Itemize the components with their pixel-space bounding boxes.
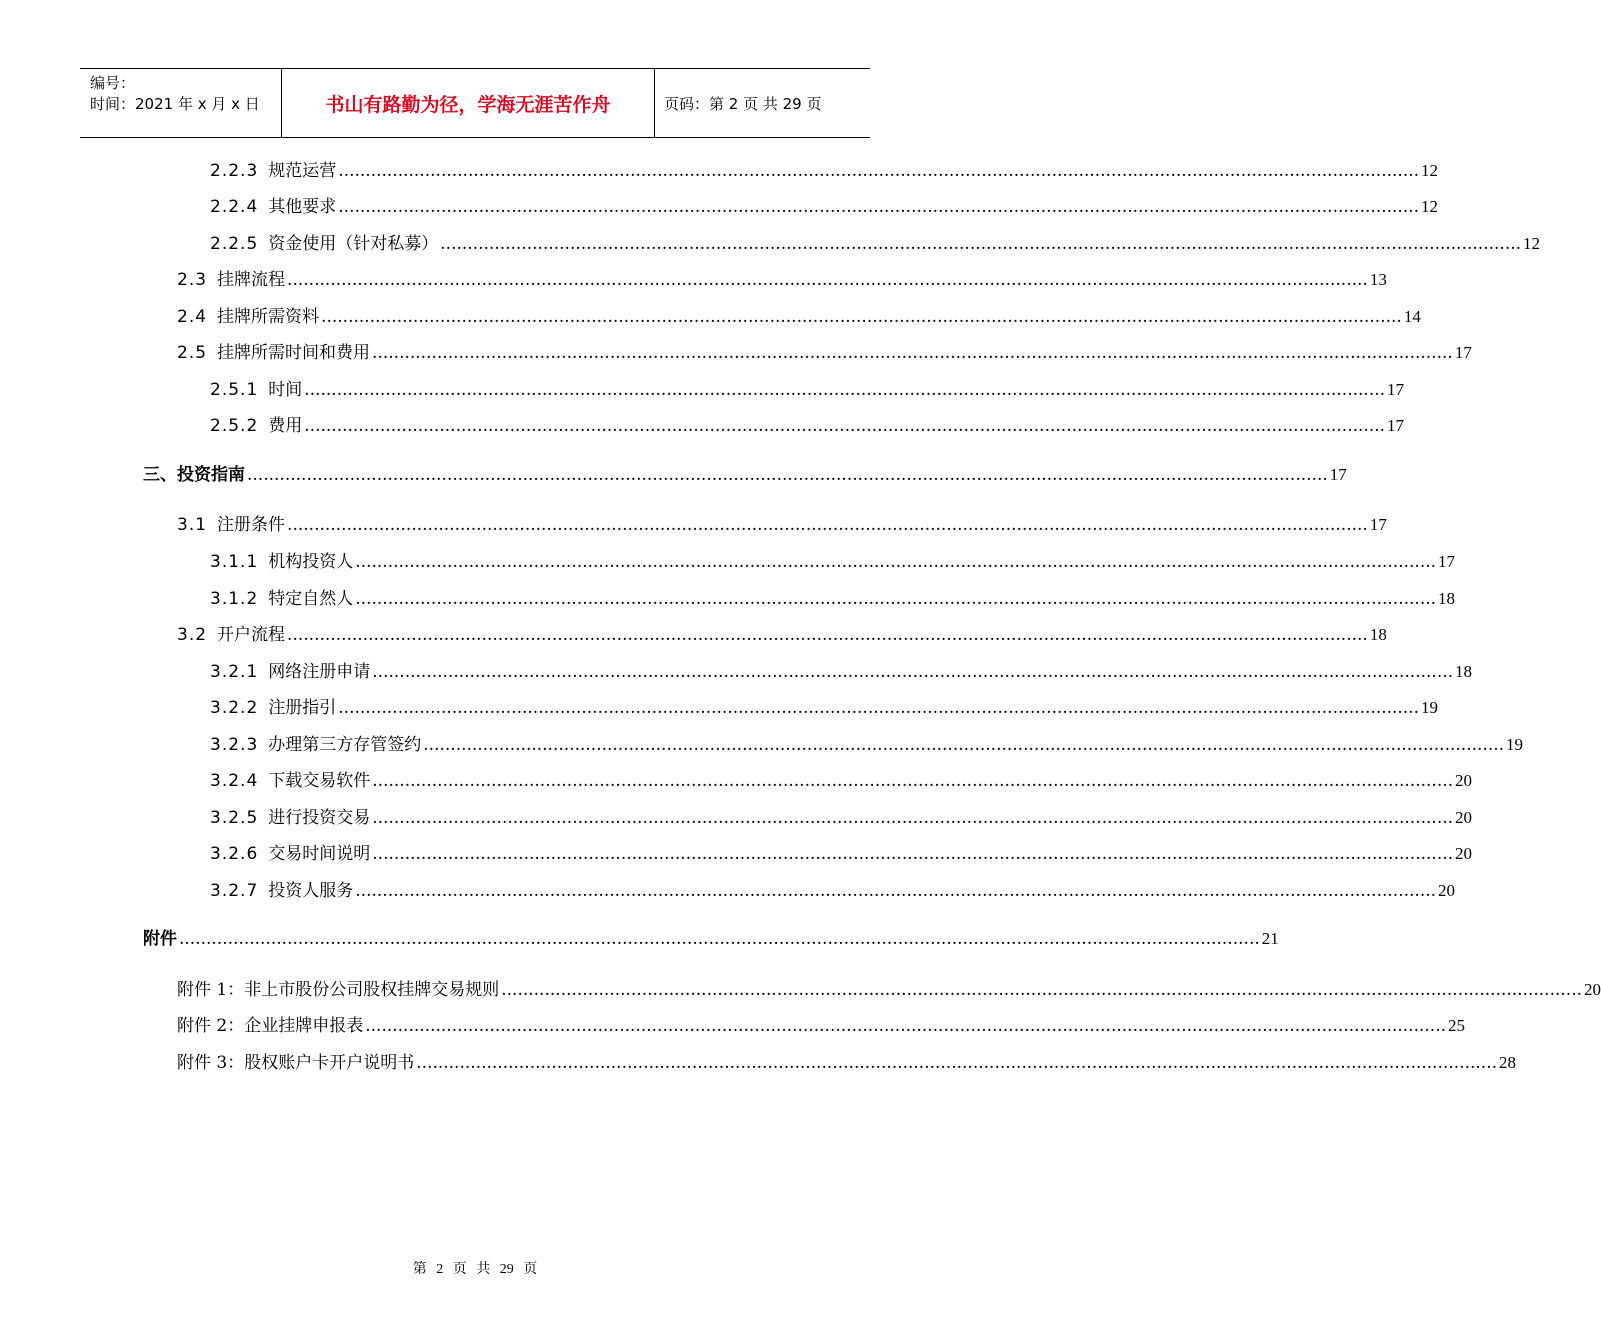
toc-entry-title: 附件 1：非上市股份公司股权挂牌交易规则 bbox=[177, 980, 500, 1000]
toc-entry-number: 2.5 bbox=[177, 343, 208, 363]
toc-entry-number: 3.2.2 bbox=[210, 698, 259, 718]
toc-entry-number: 3.2.5 bbox=[210, 808, 259, 828]
toc-entry-number: 3.2.7 bbox=[210, 881, 259, 901]
toc-leader-dots: ........................................................................................................................................................................................................ bbox=[338, 698, 1420, 718]
toc-entry-number: 2.4 bbox=[177, 307, 208, 327]
toc-entry[interactable] bbox=[177, 341, 1472, 365]
toc-entry-page: 12 bbox=[1421, 197, 1439, 216]
toc-entry-page: 20 bbox=[1455, 808, 1473, 827]
toc-leader-dots: ........................................................................................................................................................................................................ bbox=[304, 416, 1386, 436]
header-time-label: 时间：2021 年 x 月 x 日 bbox=[90, 95, 260, 113]
toc-entry-title: 挂牌所需资料 bbox=[217, 307, 320, 327]
toc-entry-number: 3.1.1 bbox=[210, 552, 259, 572]
toc-entry-page: 17 bbox=[1387, 380, 1405, 399]
toc-entry-title: 附件 2：企业挂牌申报表 bbox=[177, 1016, 364, 1036]
toc-entry-page: 18 bbox=[1438, 589, 1456, 608]
toc-entry-page: 28 bbox=[1499, 1053, 1516, 1072]
toc-entry-title: 下载交易软件 bbox=[268, 771, 371, 791]
toc-entry-title: 网络注册申请 bbox=[268, 662, 371, 682]
toc-leader-dots: ........................................................................................................................................................................................................ bbox=[440, 234, 1522, 254]
toc-leader-dots: ........................................................................................................................................................................................................ bbox=[372, 343, 1453, 363]
toc-entry-number: 3.1 bbox=[177, 515, 208, 535]
toc-entry-page: 12 bbox=[1523, 234, 1541, 253]
toc-entry-number: 2.5.2 bbox=[210, 416, 259, 436]
toc-entry-title: 特定自然人 bbox=[268, 589, 354, 609]
toc-entry-title: 注册指引 bbox=[268, 698, 337, 718]
toc-entry-number: 3.2.3 bbox=[210, 735, 259, 755]
toc-entry-number: 3.2.4 bbox=[210, 771, 259, 791]
toc-entry-page: 19 bbox=[1506, 735, 1524, 754]
toc-entry[interactable] bbox=[210, 414, 1405, 438]
header-divider bbox=[654, 69, 655, 137]
toc-leader-dots: ........................................................................................................................................................................................................ bbox=[304, 380, 1386, 400]
toc-entry-number: 3.2.6 bbox=[210, 844, 259, 864]
toc-chapter-entry[interactable] bbox=[143, 927, 1279, 951]
toc-entry-title: 资金使用（针对私募） bbox=[268, 234, 439, 254]
toc-entry-title: 注册条件 bbox=[217, 515, 286, 535]
toc-leader-dots: ........................................................................................................................................................................................................ bbox=[416, 1053, 1497, 1073]
header-number-label: 编号： bbox=[90, 74, 136, 92]
toc-entry-page: 21 bbox=[1261, 929, 1279, 948]
toc-entry-title: 规范运营 bbox=[268, 161, 337, 181]
toc-entry-page: 14 bbox=[1403, 307, 1421, 326]
toc-entry-title: 三、投资指南 bbox=[143, 465, 245, 485]
toc-entry[interactable] bbox=[177, 513, 1387, 537]
toc-entry-page: 13 bbox=[1369, 270, 1387, 289]
toc-entry-page: 20 bbox=[1438, 881, 1456, 900]
toc-entry-page: 19 bbox=[1421, 698, 1439, 717]
toc-leader-dots: ........................................................................................................................................................................................................ bbox=[287, 270, 1368, 290]
toc-entry-number: 2.2.3 bbox=[210, 161, 259, 181]
toc-entry-page: 12 bbox=[1421, 161, 1439, 180]
toc-entry[interactable] bbox=[210, 806, 1473, 830]
toc-entry-title: 时间 bbox=[268, 380, 303, 400]
toc-entry-page: 18 bbox=[1455, 662, 1473, 681]
toc-leader-dots: ........................................................................................................................................................................................................ bbox=[355, 881, 1437, 901]
toc-entry[interactable] bbox=[210, 159, 1439, 183]
toc-entry-page: 25 bbox=[1448, 1016, 1465, 1035]
toc-entry[interactable] bbox=[177, 978, 1601, 1002]
toc-leader-dots: ........................................................................................................................................................................................................ bbox=[355, 589, 1437, 609]
toc-leader-dots: ........................................................................................................................................................................................................ bbox=[423, 735, 1505, 755]
toc-entry-page: 17 bbox=[1329, 465, 1347, 484]
toc-leader-dots: ........................................................................................................................................................................................................ bbox=[247, 465, 1328, 485]
toc-entry[interactable] bbox=[210, 232, 1541, 256]
toc-entry[interactable] bbox=[210, 879, 1456, 903]
toc-entry-page: 17 bbox=[1387, 416, 1405, 435]
toc-entry-title: 办理第三方存管签约 bbox=[268, 735, 422, 755]
toc-entry-page: 17 bbox=[1438, 552, 1456, 571]
toc-entry-title: 挂牌流程 bbox=[217, 270, 286, 290]
toc-entry-number: 2.2.5 bbox=[210, 234, 259, 254]
toc-entry[interactable] bbox=[177, 1051, 1516, 1075]
toc-entry[interactable] bbox=[177, 623, 1387, 647]
toc-entry-title: 附件 bbox=[143, 929, 177, 949]
document-header bbox=[80, 68, 870, 138]
toc-entry-number: 2.5.1 bbox=[210, 380, 259, 400]
toc-entry[interactable] bbox=[210, 378, 1405, 402]
toc-entry-title: 费用 bbox=[268, 416, 303, 436]
toc-entry[interactable] bbox=[210, 195, 1439, 219]
header-meta bbox=[90, 73, 260, 115]
toc-entry-title: 挂牌所需时间和费用 bbox=[217, 343, 371, 363]
toc-entry-number: 2.3 bbox=[177, 270, 208, 290]
toc-leader-dots: ........................................................................................................................................................................................................ bbox=[287, 625, 1368, 645]
toc-leader-dots: ........................................................................................................................................................................................................ bbox=[372, 771, 1454, 791]
toc-entry-number: 2.2.4 bbox=[210, 197, 259, 217]
toc-entry[interactable] bbox=[210, 550, 1456, 574]
header-motto: 书山有路勤为径，学海无涯苦作舟 bbox=[325, 93, 611, 116]
toc-entry-page: 20 bbox=[1455, 771, 1473, 790]
toc-leader-dots: ........................................................................................................................................................................................................ bbox=[372, 808, 1454, 828]
toc-leader-dots: ........................................................................................................................................................................................................ bbox=[365, 1016, 1446, 1036]
toc-entry-page: 17 bbox=[1369, 515, 1387, 534]
toc-entry[interactable] bbox=[210, 733, 1524, 757]
toc-entry[interactable] bbox=[210, 696, 1439, 720]
header-page-info: 页码：第 2 页 共 29 页 bbox=[664, 94, 822, 113]
toc-leader-dots: ........................................................................................................................................................................................................ bbox=[287, 515, 1368, 535]
page-footer: 第 2 页 共 29 页 bbox=[412, 1262, 538, 1277]
toc-entry-number: 3.2.1 bbox=[210, 662, 259, 682]
toc-chapter-entry[interactable] bbox=[143, 463, 1347, 487]
toc-entry-title: 附件 3：股权账户卡开户说明书 bbox=[177, 1053, 415, 1073]
toc-entry-title: 交易时间说明 bbox=[268, 844, 371, 864]
toc-leader-dots: ........................................................................................................................................................................................................ bbox=[179, 929, 1260, 949]
toc-entry-title: 投资人服务 bbox=[268, 881, 354, 901]
toc-leader-dots: ........................................................................................................................................................................................................ bbox=[501, 980, 1582, 1000]
toc-entry[interactable] bbox=[210, 769, 1473, 793]
toc-entry-title: 其他要求 bbox=[268, 197, 337, 217]
toc-entry-title: 开户流程 bbox=[217, 625, 286, 645]
toc-entry-page: 17 bbox=[1454, 343, 1472, 362]
toc-entry-title: 进行投资交易 bbox=[268, 808, 371, 828]
toc-entry-page: 20 bbox=[1584, 980, 1601, 999]
toc-entry-number: 3.2 bbox=[177, 625, 208, 645]
toc-entry-page: 20 bbox=[1455, 844, 1473, 863]
toc-leader-dots: ........................................................................................................................................................................................................ bbox=[321, 307, 1402, 327]
toc-leader-dots: ........................................................................................................................................................................................................ bbox=[372, 662, 1454, 682]
toc-leader-dots: ........................................................................................................................................................................................................ bbox=[372, 844, 1454, 864]
toc-entry-page: 18 bbox=[1369, 625, 1387, 644]
toc-leader-dots: ........................................................................................................................................................................................................ bbox=[338, 161, 1420, 181]
toc-entry[interactable] bbox=[177, 268, 1387, 292]
toc-leader-dots: ........................................................................................................................................................................................................ bbox=[338, 197, 1420, 217]
toc-entry[interactable] bbox=[210, 842, 1473, 866]
toc-entry[interactable] bbox=[210, 587, 1456, 611]
toc-leader-dots: ........................................................................................................................................................................................................ bbox=[355, 552, 1437, 572]
toc-entry-title: 机构投资人 bbox=[268, 552, 354, 572]
toc-entry[interactable] bbox=[177, 1014, 1465, 1038]
toc-entry[interactable] bbox=[177, 305, 1421, 329]
toc-entry[interactable] bbox=[210, 660, 1473, 684]
toc-entry-number: 3.1.2 bbox=[210, 589, 259, 609]
